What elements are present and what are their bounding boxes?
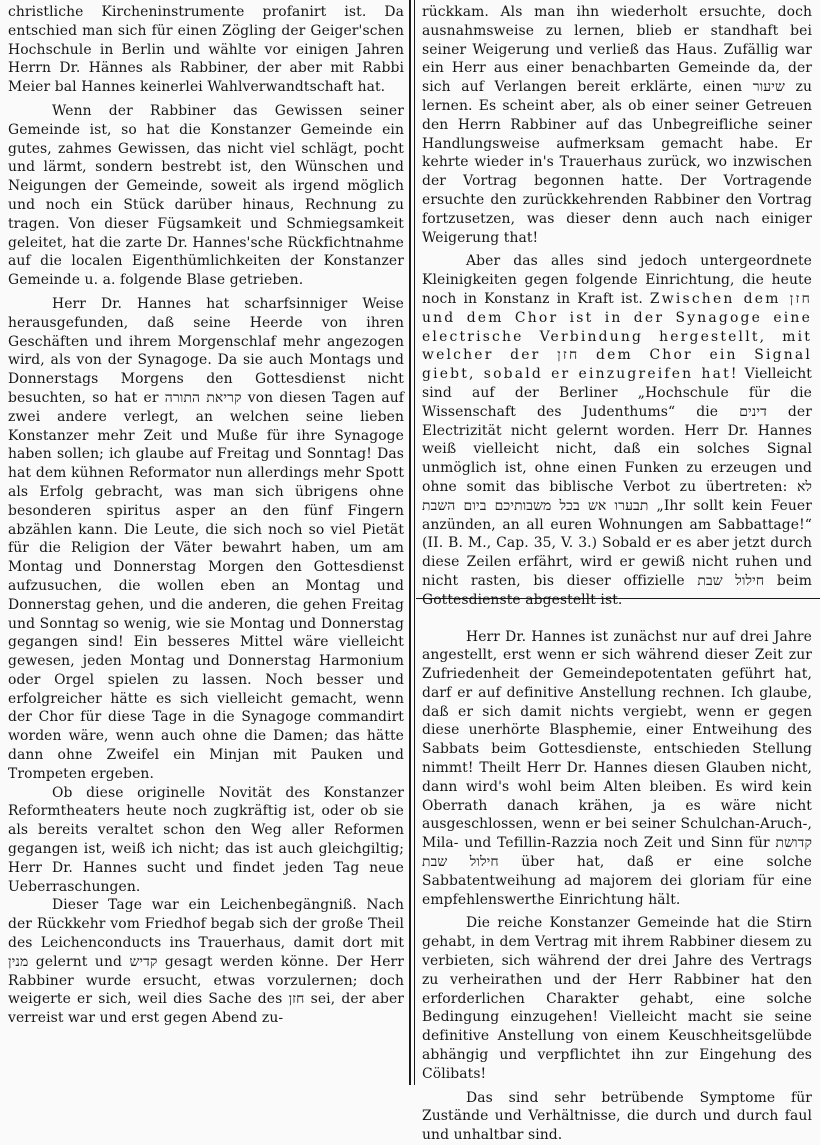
paragraph: Dieser Tage war ein Leichenbegängniß. Nach der Rückkehr vom Friedhof begab sich der große Theil des Leichenconducts ins Trauerhaus, damit dort mit מנין gelernt und קדיש gesagt werden könne. Der Herr Rabbiner wurde ersucht, etwas vorzulernen; doch weigerte er sich, weil dies Sache des חזן sei, der aber verreist war und erst gegen Abend zu-: [8, 897, 405, 1027]
paragraph: Herr Dr. Hannes ist zunächst nur auf drei Jahre angestellt, erst wenn er sich während dieser Zeit zur Zufriedenheit der Gemeindepotentaten geführt hat, darf er auf definitive Anstellung rechnen. Ich glaube, daß er sich damit nichts vergiebt, wenn er gegen diese unerhörte Blasphemie, einer Entweihung des Sabbats beim Gottesdienste, entschieden Stellung nimmt! Theilt Herr Dr. Hannes diesen Glauben nicht, dann wird's wohl beim Alten bleiben. Es wird kein Oberrath danach krähen, ja es wäre nicht ausgeschlossen, wenn er bei seiner Schulchan-Aruch-, Mila- und Tefillin-Razzia noch Zeit und Sinn für קדושת חילול שבת über hat, daß er eine solche Sabbatentweihung ad majorem dei gloriam für eine empfehlenswerthe Einrichtung hält.: [422, 628, 812, 908]
paragraph: Die reiche Konstanzer Gemeinde hat die Stirn gehabt, in dem Vertrag mit ihrem Rabbiner diesem zu verbieten, sich während der drei Jahre des Vertrags zu verheirathen und der Herr Rabbiner hat den erforderlichen Charakter gehabt, eine solche Bedingung einzugehen! Vielleicht macht sie seine definitive Anstellung von einem Keuschheitsgelübde abhängig und verpflichtet ihn zur Eingehung des Cölibats!: [422, 915, 812, 1082]
paragraph: Wenn der Rabbiner das Gewissen seiner Gemeinde ist, so hat die Konstanzer Gemeinde ein gutes, zahmes Gewissen, das nicht viel schlägt, pocht und lärmt, sondern bestrebt ist, den Wünschen und Neigungen der Gemeinde, soweit als irgend möglich und noch ein Stück darüber hinaus, Rechnung zu tragen. Von dieser Fügsamkeit und Schmiegsamkeit geleitet, hat die zarte Dr. Hannes'sche Rückfichtnahme auf die localen Eigenthümlichkeiten der Konstanzer Gemeinde u. a. folgende Blase getrieben.: [8, 102, 404, 289]
paragraph-text: Vielleicht sind auf der Berliner „Hochschule für die Wissenschaft des Judenthums“ die דינים der Electrizität nicht gelernt worden. Herr Dr. Hannes weiß vielleicht nicht, daß ein solches Signal unmöglich ist, ohne einen Funken zu erzeugen und ohne somit das biblische Verbot zu übertreten: לא תבערו אש בכל משבותיכם ביום השבת „Ihr sollt kein Feuer anzünden, an all euren Wohnungen am Sabbattage!“ (II. B. M., Cap. 35, V. 3.) Sobald er es aber jetzt durch diese Zeilen erfährt, wird er gewiß nicht ruhen und nicht rasten, bis dieser offizielle חילול שבת beim Gottesdienste abgestellt ist.: [422, 366, 812, 608]
paragraph: Herr Dr. Hannes hat scharfsinniger Weise herausgefunden, daß seine Heerde von ihren Geschäften und ihrem Morgenschlaf mehr angezogen wird, als von der Synagoge. Da sie auch Montags und Donnerstags Morgens den Gottesdienst nicht besuchten, so hat er קריאת התורה von diesen Tagen auf zwei andere verlegt, an welchen seine lieben Konstanzer mehr Zeit und Muße für ihre Synagoge haben sollen; ich glaube auf Freitag und Sonntag! Das hat dem kühnen Reformator nun allerdings mehr Spott als Erfolg gebracht, was man sich übrigens ohne besonderen spiritus asper an den fünf Fingern abzählen kann. Die Leute, die sich noch so viel Pietät für die Religion der Väter bewahrt haben, um am Montag und Donnerstag Morgen den Gottesdienst aufzusuchen, die wollen eben an Montag und Donnerstag gehen, und die anderen, die gehen Freitag und Sonntag so wenig, wie sie Montag und Donnerstag gegangen sind! Ein besseres Mittel wäre vielleicht gewesen, jeden Montag und Donnerstag Harmonium oder Orgel spielen zu lassen. Noch besser und erfolgreicher hätte es sich vielleicht gemacht, wenn der Chor für diese Tage in die Synagoge commandirt worden wäre, wenn auch ohne die Damen; das hätte dann ohne Zweifel ein Minjan mit Pauken und Trompeten ergeben.: [8, 295, 404, 782]
spaced-emphasis-text: Zwischen dem חזן und dem Chor ist in der Synagoge eine electrische Verbindung hergestellt, mit welcher der חזן dem Chor ein Signal giebt, sobald er einzugreifen hat!: [422, 290, 813, 383]
right-column: [422, 3, 812, 1145]
paragraph-text: Aber das alles sind jedoch untergeordnete Kleinigkeiten gegen folgende Einrichtung, die heute noch in Konstanz in Kraft ist.: [422, 253, 812, 307]
left-column: [8, 3, 404, 1028]
paragraph: rückkam. Als man ihn wiederholt ersuchte, doch ausnahmsweise zu lernen, blieb er standhaft bei seiner Weigerung und verließ das Haus. Zufällig war ein Herr aus einer benachbarten Gemeinde da, der sich auf Verlangen bereit erklärte, einen שיעור zu lernen. Es scheint aber, als ob einer seiner Getreuen den Herrn Rabbiner auf das Unbegreifliche seiner Handlungsweise aufmerksam gemacht habe. Er kehrte wieder in's Trauerhaus zurück, wo inzwischen der Vortrag begonnen hatte. Der Vortragende ersuchte den zurückkehrenden Rabbiner den Vortrag fortzusetzen, was dieser denn auch nach einiger Weigerung that!: [422, 4, 812, 246]
column-divider-thin: [414, 0, 415, 1085]
paragraph: christliche Kircheninstrumente profanirt ist. Da entschied man sich für einen Zögling der Geiger'schen Hochschule in Berlin und wählte vor einigen Jahren Herrn Dr. Hännes als Rabbiner, der aber mit Rabbi Meier bal Hannes keinerlei Wahlverwandtschaft hat.: [8, 4, 404, 96]
paragraph: Ob diese originelle Novität des Konstanzer Reformtheaters heute noch zugkräftig ist, oder ob sie als bereits veraltet schon den Weg aller Reformen gegangen ist, weiß ich nicht; das ist auch gleichgiltig; Herr Dr. Hannes sucht und findet jeden Tag neue Ueberraschungen.: [8, 784, 404, 895]
paragraph: Das sind sehr betrübende Symptome für Zustände und Verhältnisse, die durch und durch faul und unhaltbar sind.: [422, 1089, 812, 1144]
paragraph: [422, 252, 812, 609]
column-divider: [409, 0, 411, 1085]
